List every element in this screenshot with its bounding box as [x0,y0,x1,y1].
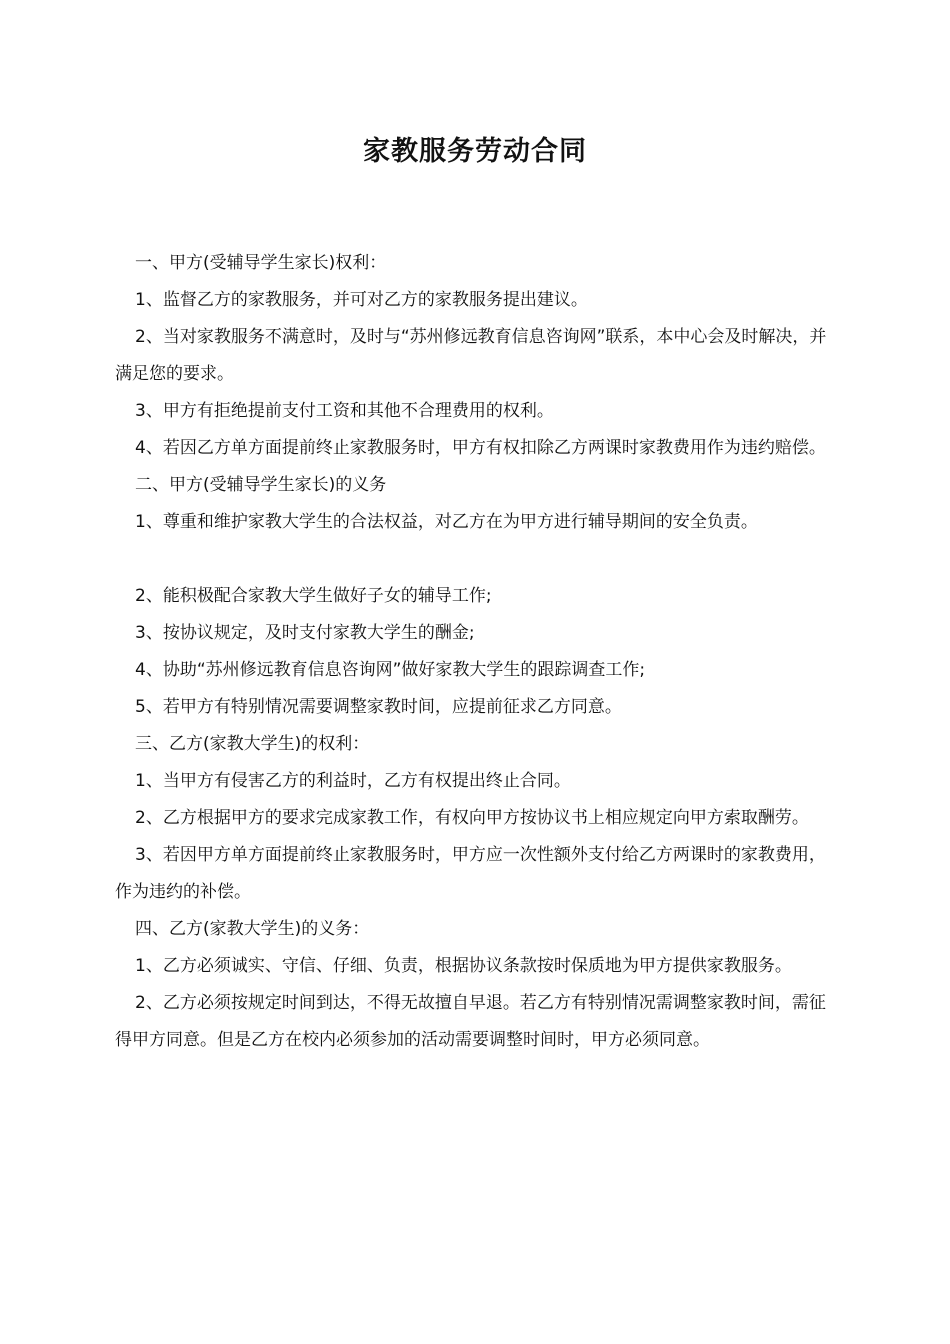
paragraph: 1、乙方必须诚实、守信、仔细、负责，根据协议条款按时保质地为甲方提供家教服务。 [135,956,792,976]
paragraph: 1、尊重和维护家教大学生的合法权益，对乙方在为甲方进行辅导期间的安全负责。 [135,512,758,532]
section-heading: 三、乙方(家教大学生)的权利： [135,734,370,754]
document-body [115,245,837,1059]
paragraph: 5、若甲方有特别情况需要调整家教时间，应提前征求乙方同意。 [135,697,622,717]
paragraph: 2、当对家教服务不满意时，及时与“苏州修远教育信息咨询网”联系，本中心会及时解决，并满足您的要求。 [115,327,827,384]
section-heading: 四、乙方(家教大学生)的义务： [135,919,370,939]
section-heading: 一、甲方(受辅导学生家长)权利： [135,253,387,273]
paragraph: 2、乙方根据甲方的要求完成家教工作，有权向甲方按协议书上相应规定向甲方索取酬劳。 [135,808,809,828]
paragraph: 3、若因甲方单方面提前终止家教服务时，甲方应一次性额外支付给乙方两课时的家教费用，作为违约的补偿。 [115,845,826,902]
paragraph: 3、按协议规定，及时支付家教大学生的酬金; [135,623,475,643]
paragraph: 4、协助“苏州修远教育信息咨询网”做好家教大学生的跟踪调查工作; [135,660,646,680]
document-title: 家教服务劳动合同 [363,136,587,167]
paragraph: 2、乙方必须按规定时间到达，不得无故擅自早退。若乙方有特别情况需调整家教时间，需征得甲方同意。但是乙方在校内必须参加的活动需要调整时间时，甲方必须同意。 [115,993,826,1050]
paragraph: 4、若因乙方单方面提前终止家教服务时，甲方有权扣除乙方两课时家教费用作为违约赔偿。 [135,438,826,458]
paragraph: 1、当甲方有侵害乙方的利益时，乙方有权提出终止合同。 [135,771,571,791]
section-heading: 二、甲方(受辅导学生家长)的义务 [135,475,387,495]
paragraph: 3、甲方有拒绝提前支付工资和其他不合理费用的权利。 [135,401,554,421]
paragraph: 1、监督乙方的家教服务，并可对乙方的家教服务提出建议。 [135,290,588,310]
paragraph: 2、能积极配合家教大学生做好子女的辅导工作; [135,586,492,606]
